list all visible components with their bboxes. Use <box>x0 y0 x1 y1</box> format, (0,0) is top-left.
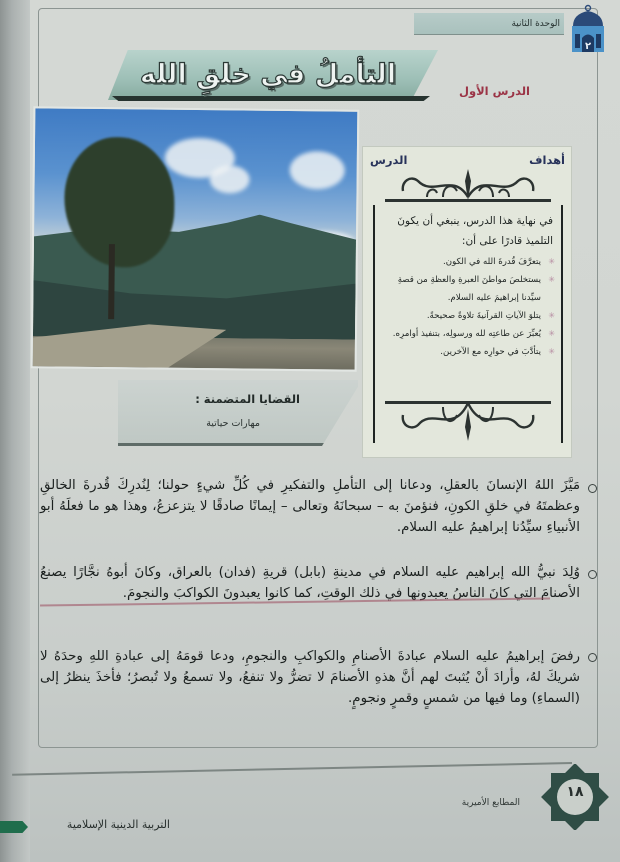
bottom-ornament-icon <box>383 399 553 443</box>
body-paragraph-3: رفضَ إبراهيمُ عليه السلام عبادةَ الأصنامِ والكواكبِ والنجومِ، ودعا قومَهُ إلى عبادةِ اللهِ وحدَهُ لا شريكَ لهُ، وأرادَ أنْ يُثبتَ لهم أنَّ هذهِ الأصنامَ لا تضرُّ ولا تنفعُ، ولا تسمعُ ولا تُبصرُ؛ فأخذَ ينظرُ إلى (السماءِ) وما فيها من شمسٍ وقمرٍ ونجومٍ. <box>40 649 580 706</box>
body-paragraph-2: وُلِدَ نبيُّ الله إبراهيم عليه السلام في مدينةِ (بابل) قريةِ (فدان) بالعراق، وكانَ أبوهُ نجَّارًا يصنعُ الأصنامَ التي كانَ الناسُ يعبدونها في ذلك الوقتِ، كما كانوا يعبدونَ الكواكبَ والنجومَ. <box>40 565 580 601</box>
paragraph-bullet-icon <box>588 484 597 493</box>
paragraph-bullet-icon <box>588 653 597 662</box>
included-issues-value: مهارات حياتية <box>206 418 260 429</box>
objective-item: ✳ يتعرَّفَ قُدرةَ الله في الكون. <box>383 253 553 271</box>
svg-text:٢: ٢ <box>584 41 592 52</box>
unit-label: الوحدة الثانية <box>414 13 564 35</box>
paragraph-bullet-icon <box>588 570 597 579</box>
mosque-unit-icon <box>568 4 608 58</box>
objective-item: ✳ يتلوَ الآياتِ القرآنيةَ تلاوةً صحيحةً. <box>383 307 553 325</box>
objectives-intro: في نهاية هذا الدرس، ينبغي أن يكونَ التلميذ قادرًا على أن: <box>397 215 553 247</box>
book-spine-shadow <box>0 0 30 862</box>
objectives-heading <box>370 153 565 167</box>
objectives-heading-goals: أهداف <box>529 153 565 167</box>
top-ornament-icon <box>383 167 553 203</box>
body-paragraph-1: مَيَّزَ اللهُ الإنسانَ بالعقلِ، ودعانا إلى التأملِ والتفكيرِ في كُلِّ شيءٍ حولنا؛ لِنُدرِكَ قُدرةَ الخالقِ وعظمتَهُ في خلقِ الكونِ، فنؤمنَ به – سبحانَهُ وتعالى – إيمانًا صادقًا لا يتزعزعُ، وهذا هو ما فعلَهُ أبو الأنبياءِ سيِّدُنا إبراهيمُ عليه السلام. <box>40 478 580 535</box>
lesson-title: التأملُ في خلقِ الله <box>139 59 397 90</box>
publisher-label: المطابع الأميرية <box>461 798 520 808</box>
lesson-number-label: الدرس الأول <box>458 84 530 98</box>
subject-tab-marker <box>0 821 28 833</box>
landscape-photo <box>31 106 360 371</box>
page-number: ١٨ <box>566 784 584 800</box>
objective-item: ✳ يُعبِّرَ عن طاعتِه لله ورسولِه، بتنفيذ أوامرِه. <box>383 325 553 343</box>
objective-item: ✳ يستخلصَ مواطنَ العبرةِ والعظةِ من قصةِ سيِّدنا إبراهيمَ عليه السلام. <box>383 271 553 307</box>
objective-item: ✳ يتأدَّبَ في حوارِه مع الآخرين. <box>383 343 553 361</box>
included-issues-panel <box>118 380 358 446</box>
included-issues-title: القضايا المتضمنة : <box>195 392 300 406</box>
subject-label: التربية الدينية الإسلامية <box>66 818 170 831</box>
lesson-objectives-card <box>362 146 572 458</box>
objectives-heading-lesson: الدرس <box>370 153 408 167</box>
